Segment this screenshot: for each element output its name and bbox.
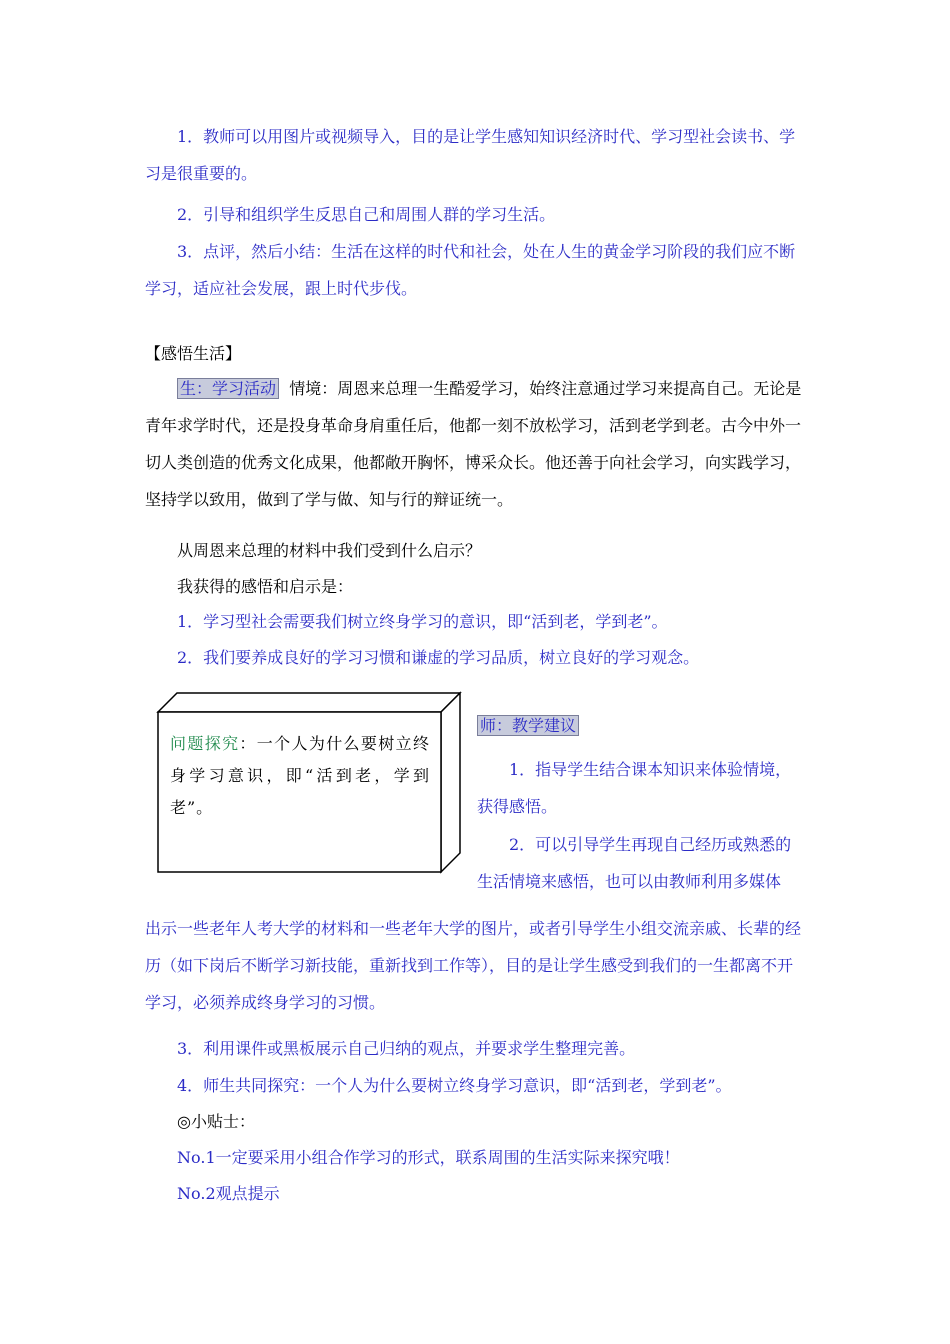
question-line: 从周恩来总理的材料中我们受到什么启示？ xyxy=(177,541,482,560)
inquiry-box xyxy=(170,728,430,824)
teacher-suggestion-3: 3．利用课件或黑板展示自己归纳的观点，并要求学生整理完善。 xyxy=(177,1039,636,1058)
teacher-label-wrap xyxy=(477,713,579,739)
intro-point-1: 1．教师可以用图片或视频导入，目的是让学生感知知识经济时代、学习型社会读书、学习是很重要的。 xyxy=(145,127,796,183)
teacher-suggestion-4: 4．师生共同探究：一个人为什么要树立终身学习意识，即“活到老，学到老”。 xyxy=(177,1076,732,1095)
intro-point-3: 3．点评，然后小结：生活在这样的时代和社会，处在人生的黄金学习阶段的我们应不断学习，适应社会发展，跟上时代步伐。 xyxy=(145,242,796,298)
teacher-suggestion-2a: 2．可以引导学生再现自己经历或熟悉的生活情境来感悟，也可以由教师利用多媒体 xyxy=(477,835,792,891)
insight-1: 1．学习型社会需要我们树立终身学习的意识，即“活到老，学到老”。 xyxy=(177,612,668,631)
insight-label: 我获得的感悟和启示是： xyxy=(177,577,354,596)
section-title: 【感悟生活】 xyxy=(145,344,242,363)
inquiry-box-text: ：一个人为什么要树立终身学习意识，即“活到老，学到老”。 xyxy=(170,734,430,817)
student-activity-paragraph xyxy=(145,370,807,518)
teacher-label: 师：教学建议 xyxy=(477,715,579,736)
intro-point-2: 2．引导和组织学生反思自己和周围人群的学习生活。 xyxy=(177,205,556,224)
student-activity-label: 生：学习活动 xyxy=(177,378,279,399)
teacher-suggestion-1: 1．指导学生结合课本知识来体验情境，获得感悟。 xyxy=(477,760,792,816)
student-activity-text: 情境：周恩来总理一生酷爱学习，始终注意通过学习来提高自己。无论是青年求学时代，还是投身革命身肩重任后，他都一刻不放松学习，活到老学到老。古今中外一切人类创造的优秀文化成果，他都敞开胸怀，博采众长。他还善于向社会学习，向实践学习，坚持学以致用，做到了学与做、知与行的辩证统一。 xyxy=(145,379,802,509)
tip-no2: No.2观点提示 xyxy=(177,1184,280,1203)
tips-title: ◎小贴士： xyxy=(177,1112,255,1131)
insight-2: 2．我们要养成良好的学习习惯和谦虚的学习品质，树立良好的学习观念。 xyxy=(177,648,700,667)
inquiry-box-label: 问题探究 xyxy=(170,734,240,753)
teacher-suggestion-2b: 出示一些老年人考大学的材料和一些老年大学的图片，或者引导学生小组交流亲戚、长辈的经历（如下岗后不断学习新技能，重新找到工作等），目的是让学生感受到我们的一生都离不开学习，必须养成终身学习的习惯。 xyxy=(145,919,802,1012)
tip-no1: No.1一定要采用小组合作学习的形式，联系周围的生活实际来探究哦！ xyxy=(177,1148,680,1167)
